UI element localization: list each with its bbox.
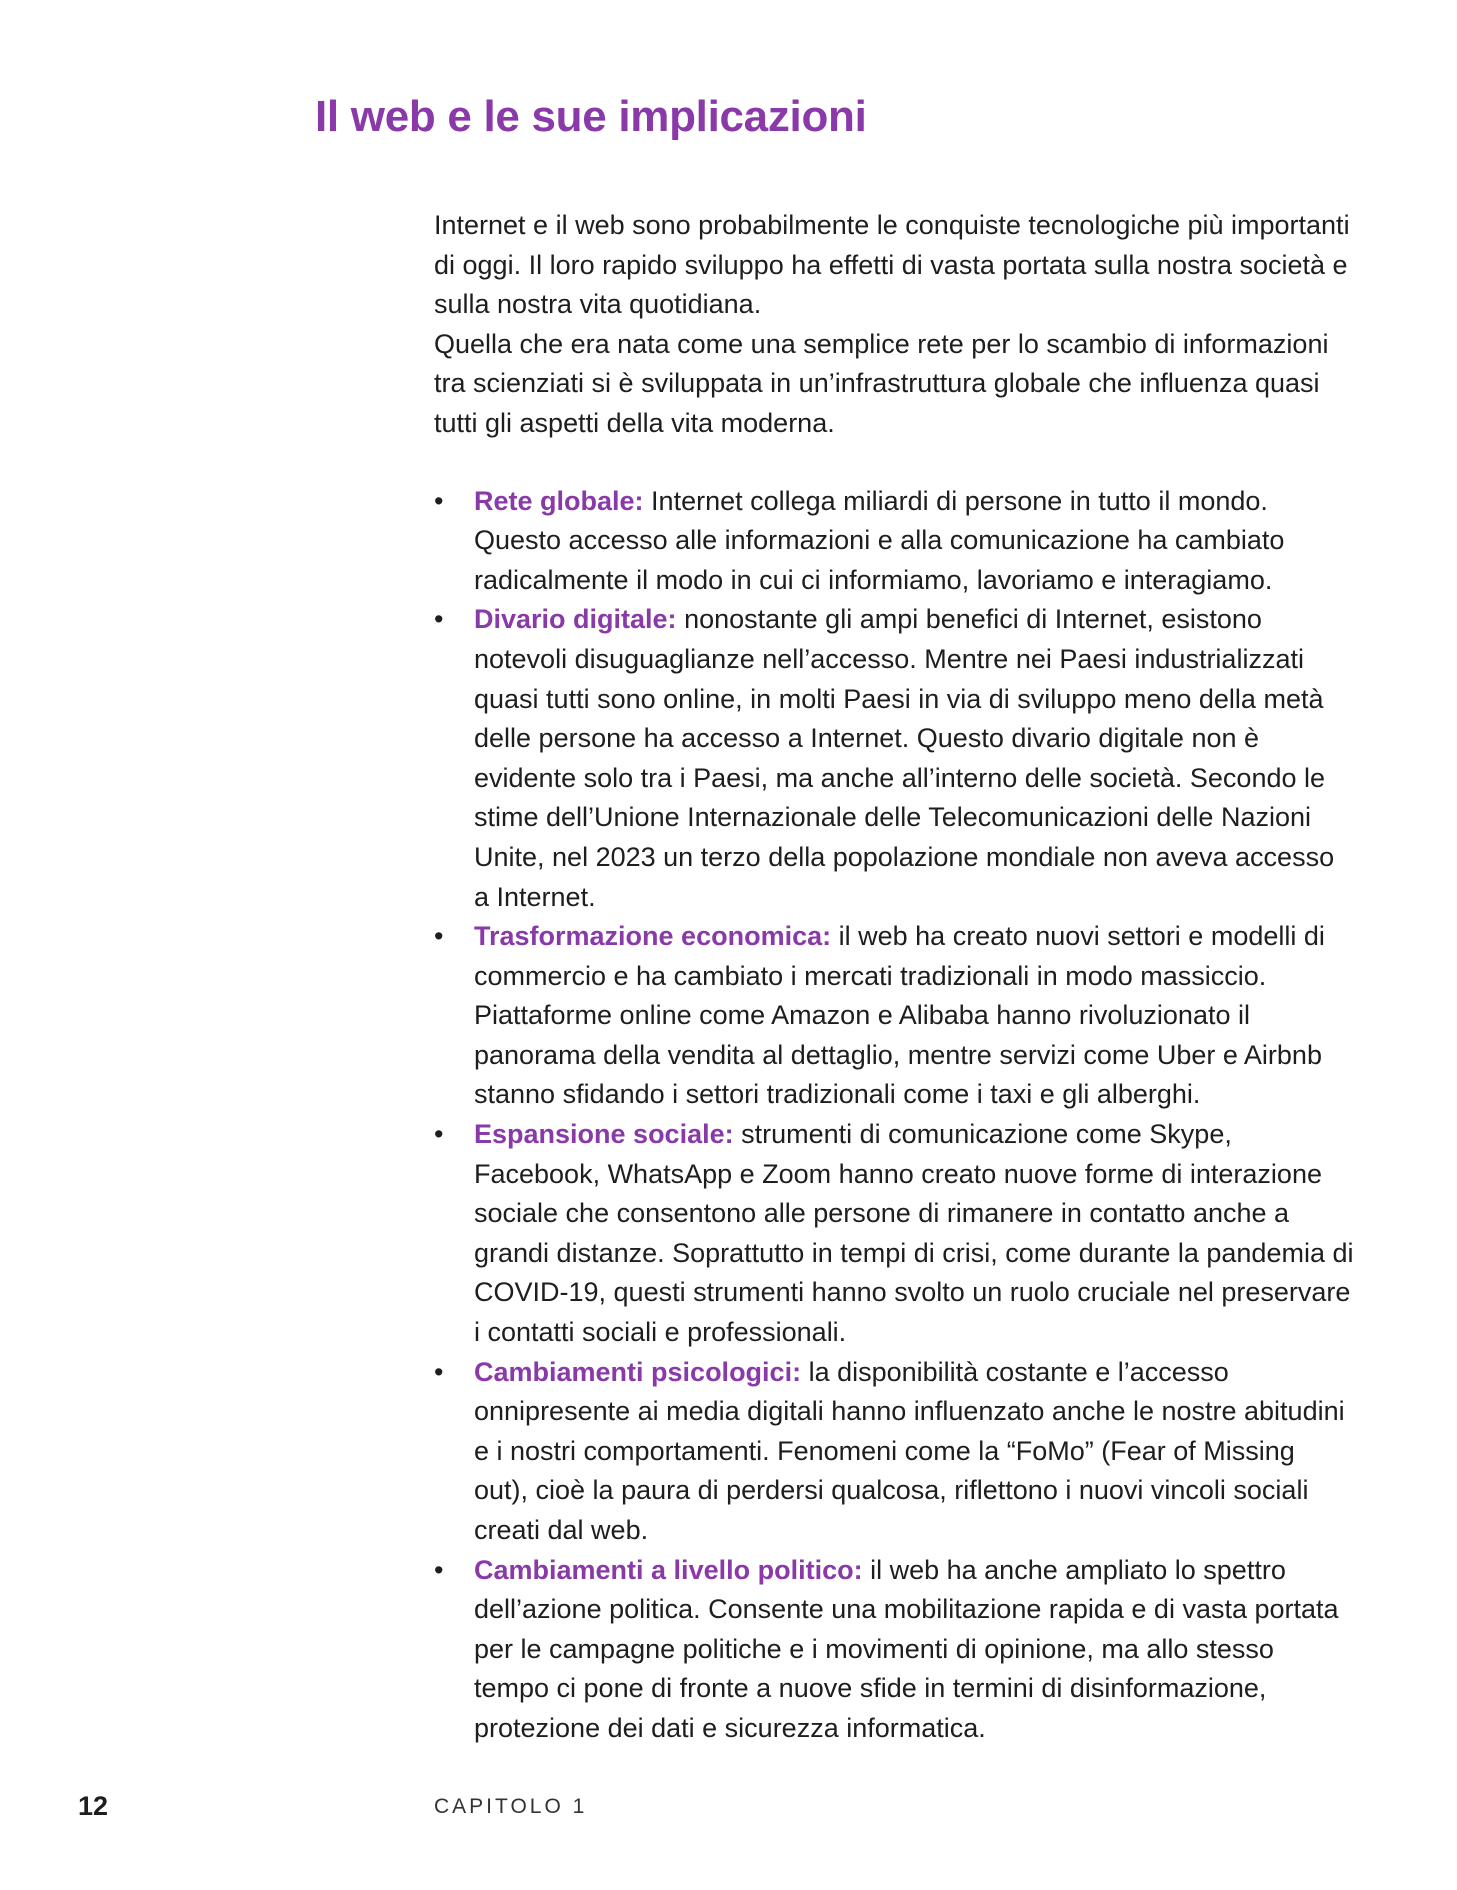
- bullet-icon: •: [434, 1356, 444, 1387]
- bullet-term: Divario digitale:: [474, 604, 677, 635]
- page-number: 12: [78, 1791, 109, 1821]
- bullet-icon: •: [434, 1119, 444, 1150]
- page-title: Il web e le sue implicazioni: [315, 92, 867, 141]
- bullet-icon: •: [434, 485, 444, 516]
- list-item: [434, 600, 1354, 917]
- chapter-label: CAPITOLO 1: [434, 1795, 588, 1818]
- main-content: [434, 206, 1354, 1749]
- list-item: [434, 1115, 1354, 1353]
- intro-text: [434, 206, 1354, 444]
- list-item: [434, 917, 1354, 1115]
- list-item: [434, 1551, 1354, 1749]
- bullet-list: [434, 482, 1354, 1749]
- intro-paragraph: Internet e il web sono probabilmente le conquiste tecnologiche più importanti di oggi. Il loro rapido sviluppo ha effetti di vasta portata sulla nostra società e sulla nostra vita quotidiana.: [434, 210, 1350, 320]
- intro-paragraph: Quella che era nata come una semplice rete per lo scambio di informazioni tra scienziati si è sviluppata in un’infrastruttura globale che influenza quasi tutti gli aspetti della vita moderna.: [434, 328, 1329, 438]
- bullet-term: Espansione sociale:: [474, 1119, 734, 1150]
- bullet-text: nonostante gli ampi benefici di Internet, esistono notevoli disuguaglianze nell’accesso. Mentre nei Paesi industrializzati quasi tutti sono online, in molti Paesi in via di sviluppo meno della metà delle persone ha accesso a Internet. Questo divario digitale non è evidente solo tra i Paesi, ma anche all’interno delle società. Secondo le stime dell’Unione Internazionale delle Telecomunicazioni delle Nazioni Unite, nel 2023 un terzo della popolazione mondiale non aveva accesso a Internet.: [474, 604, 1335, 912]
- bullet-icon: •: [434, 604, 444, 635]
- bullet-icon: •: [434, 1554, 444, 1585]
- list-item: [434, 482, 1354, 601]
- bullet-icon: •: [434, 921, 444, 952]
- bullet-text: il web ha anche ampliato lo spettro dell’azione politica. Consente una mobilitazione rapida e di vasta portata per le campagne politiche e i movimenti di opinione, ma allo stesso tempo ci pone di fronte a nuove sfide in termini di disinformazione, protezione dei dati e sicurezza informatica.: [474, 1554, 1339, 1743]
- bullet-text: il web ha creato nuovi settori e modelli di commercio e ha cambiato i mercati tradizionali in modo massiccio. Piattaforme online come Amazon e Alibaba hanno rivoluzionato il panorama della vendita al dettaglio, mentre servizi come Uber e Airbnb stanno sfidando i settori tradizionali come i taxi e gli alberghi.: [474, 921, 1325, 1110]
- bullet-term: Cambiamenti psicologici:: [474, 1356, 802, 1387]
- bullet-term: Rete globale:: [474, 485, 644, 516]
- bullet-term: Cambiamenti a livello politico:: [474, 1554, 863, 1585]
- bullet-text: la disponibilità costante e l’accesso onnipresente ai media digitali hanno influenzato anche le nostre abitudini e i nostri comportamenti. Fenomeni come la “FoMo” (Fear of Missing out), cioè la paura di perdersi qualcosa, riflettono i nuovi vincoli sociali creati dal web.: [474, 1356, 1345, 1545]
- bullet-term: Trasformazione economica:: [474, 921, 832, 952]
- bullet-text: Internet collega miliardi di persone in tutto il mondo. Questo accesso alle informazioni e alla comunicazione ha cambiato radicalmente il modo in cui ci informiamo, lavoriamo e interagiamo.: [474, 485, 1285, 595]
- list-item: [434, 1353, 1354, 1551]
- bullet-text: strumenti di comunicazione come Skype, Facebook, WhatsApp e Zoom hanno creato nuove forme di interazione sociale che consentono alle persone di rimanere in contatto anche a grandi distanze. Soprattutto in tempi di crisi, come durante la pandemia di COVID-19, questi strumenti hanno svolto un ruolo cruciale nel preservare i contatti sociali e professionali.: [474, 1119, 1354, 1348]
